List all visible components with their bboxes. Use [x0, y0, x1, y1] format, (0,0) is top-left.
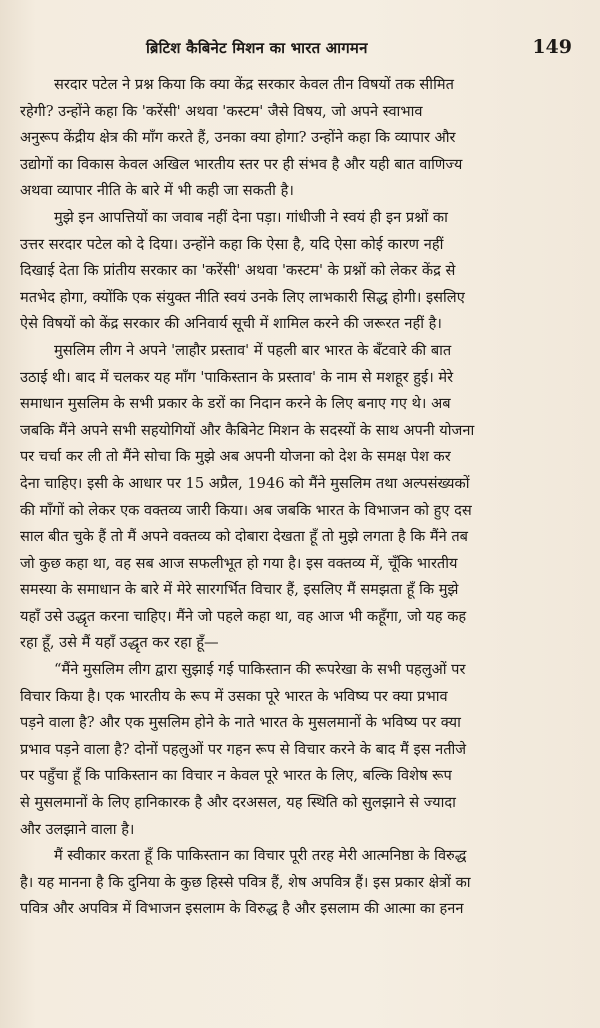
text-line: प्रभाव पड़ने वाला है? दोनों पहलुओं पर गहन रूप से विचार करने के बाद मैं इस नतीजे: [20, 740, 467, 758]
text-line: रहेगी? उन्होंने कहा कि 'करेंसी' अथवा 'कस्टम' जैसे विषय, जो अपने स्वाभाव: [20, 102, 423, 120]
text-line: सरदार पटेल ने प्रश्न किया कि क्या केंद्र सरकार केवल तीन विषयों तक सीमित: [54, 76, 454, 93]
text-line: मैं स्वीकार करता हूँ कि पाकिस्तान का विचार पूरी तरह मेरी आत्मनिष्ठा के विरुद्ध: [54, 847, 467, 865]
page-number: 149: [532, 36, 572, 58]
text-line: है। यह मानना है कि दुनिया के कुछ हिस्से पवित्र हैं, शेष अपवित्र हैं। इस प्रकार क्षेत्रों का: [20, 873, 471, 891]
text-line: पर चर्चा कर ली तो मैंने सोचा कि मुझे अब अपनी योजना को देश के समक्ष पेश कर: [20, 448, 451, 466]
text-line: दिखाई देता कि प्रांतीय सरकार का 'करेंसी' अथवा 'कस्टम' के प्रश्नों को लेकर केंद्र से: [20, 262, 456, 280]
paragraph: [20, 843, 580, 923]
text-line: साल बीत चुके हैं तो मैं अपने वक्तव्य को दोबारा देखता हूँ तो मुझे लगता है कि मैंने तब: [20, 528, 468, 546]
chapter-title: ब्रिटिश कैबिनेट मिशन का भारत आगमन: [146, 39, 368, 57]
text-line: पर पहुँचा हूँ कि पाकिस्तान का विचार न केवल पूरे भारत के लिए, बल्कि विशेष रूप: [20, 767, 452, 785]
text-line: रहा हूँ, उसे मैं यहाँ उद्धृत कर रहा हूँ—: [20, 634, 219, 652]
text-line: उद्योगों का विकास केवल अखिल भारतीय स्तर पर ही संभव है और यही बात वाणिज्य: [20, 155, 463, 173]
text-line: उठाई थी। बाद में चलकर यह माँग 'पाकिस्तान के प्रस्ताव' के नाम से मशहूर हुई। मेरे: [20, 368, 454, 386]
text-line: और उलझाने वाला है।: [20, 820, 135, 838]
text-line: समाधान मुसलिम के सभी प्रकार के डरों का निदान करने के लिए बनाए गए थे। अब: [20, 395, 451, 413]
text-line: “मैंने मुसलिम लीग द्वारा सुझाई गई पाकिस्तान की रूपरेखा के सभी पहलुओं पर: [54, 661, 466, 679]
text-line: की माँगों को लेकर एक वक्तव्य जारी किया। अब जबकि भारत के विभाजन को हुए दस: [20, 501, 472, 519]
text-line: जो कुछ कहा था, वह सब आज सफलीभूत हो गया है। इस वक्तव्य में, चूँकि भारतीय: [20, 554, 458, 572]
text-line: मुझे इन आपत्तियों का जवाब नहीं देना पड़ा। गांधीजी ने स्वयं ही इन प्रश्नों का: [54, 208, 448, 226]
paragraph: [20, 338, 580, 657]
text-line: पड़ने वाला है? और एक मुसलिम होने के नाते भारत के मुसलमानों के भविष्य पर क्या: [20, 714, 461, 732]
text-line: उत्तर सरदार पटेल को दे दिया। उन्होंने कहा कि ऐसा है, यदि ऐसा कोई कारण नहीं: [20, 235, 444, 253]
text-line: मतभेद होगा, क्योंकि एक संयुक्त नीति स्वयं उनके लिए लाभकारी सिद्ध होगी। इसलिए: [20, 288, 465, 306]
paragraph: [20, 657, 580, 843]
text-line: यहाँ उसे उद्धृत करना चाहिए। मैंने जो पहले कहा था, वह आज भी कहूँगा, जो यह कह: [20, 607, 467, 625]
text-line: देना चाहिए। इसी के आधार पर 15 अप्रैल, 1946 को मैंने मुसलिम तथा अल्पसंख्यकों: [20, 474, 470, 492]
paragraph: [20, 72, 580, 205]
text-line: विचार किया है। एक भारतीय के रूप में उसका पूरे भारत के भविष्य पर क्या प्रभाव: [20, 687, 448, 705]
text-line: मुसलिम लीग ने अपने 'लाहौर प्रस्ताव' में पहली बार भारत के बँटवारे की बात: [54, 341, 452, 359]
text-line: पवित्र और अपवित्र में विभाजन इसलाम के विरुद्ध है और इसलाम की आत्मा का हनन: [20, 900, 464, 918]
text-line: समस्या के समाधान के बारे में मेरे सारगर्भित विचार हैं, इसलिए मैं समझता हूँ कि मुझे: [20, 581, 459, 599]
text-line: अनुरूप केंद्रीय क्षेत्र की माँग करते हैं, उनका क्या होगा? उन्होंने कहा कि व्यापार और: [20, 129, 456, 147]
body-text: [20, 72, 580, 923]
text-line: जबकि मैंने अपने सभी सहयोगियों और कैबिनेट मिशन के सदस्यों के साथ अपनी योजना: [20, 421, 475, 439]
text-line: से मुसलमानों के लिए हानिकारक है और दरअसल, यह स्थिति को सुलझाने से ज्यादा: [20, 794, 456, 812]
running-header: [60, 36, 574, 64]
text-line: ऐसे विषयों को केंद्र सरकार की अनिवार्य सूची में शामिल करने की जरूरत नहीं है।: [20, 315, 442, 333]
text-line: अथवा व्यापार नीति के बारे में भी कही जा सकती है।: [20, 182, 294, 200]
paragraph: [20, 205, 580, 338]
